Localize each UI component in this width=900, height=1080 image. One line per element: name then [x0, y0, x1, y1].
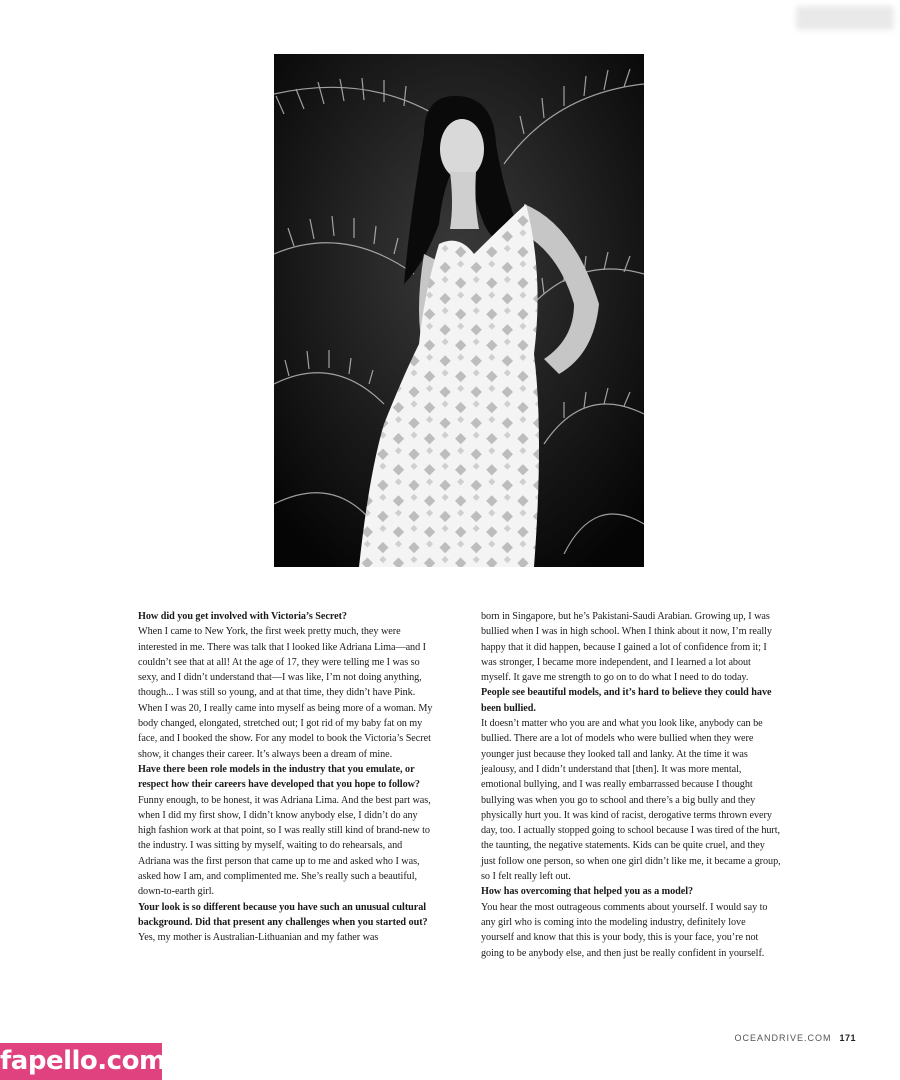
interview-answer: born in Singapore, but he’s Pakistani-Saudi Arabian. Growing up, I was bullied when I was in high school. When I think about it now, I’m really happy that it did happen, because I gained a lot of confidence from it; I was stronger, I became more independent, and I learned a lot about myself. It gave me strength to go on to do what I need to do today.: [481, 611, 772, 684]
article-right-column: [481, 609, 781, 961]
interview-answer: When I came to New York, the first week pretty much, they were interested in me. There was talk that I looked like Adriana Lima—and I couldn’t see that at all! At the age of 17, they were telling me I was so sexy, and I didn’t understand that—I was like, I’m not doing anything, though... I was still so young, and at that time, they didn’t have Pink. When I was 20, I really came into myself as being more of a woman. My body changed, elongated, stretched out; I got rid of my baby fat on my face, and I booked the show. For any model to book the Victoria’s Secret show, it changes their career. It’s always been a dream of mine.: [138, 626, 433, 760]
interview-answer: It doesn’t matter who you are and what you look like, anybody can be bullied. There are a lot of models who were bullied when they were younger just because they looked tall and lanky. At the time it was jealousy, and I didn’t understand that [then]. It was more mental, emotional bullying, and I was really embarrassed because I thought bullying was when you go to school and there’s a big bully and they physically hurt you. It was kind of racist, derogative terms thrown every day, too. I actually stopped going to school because I was tired of the hurt, the taunting, the negative statements. Kids can be quite cruel, and they just follow one person, so when one girl didn’t like me, it became a group, so I felt really left out.: [481, 718, 781, 883]
fashion-photo-icon: [274, 54, 644, 567]
article-left-column: [138, 609, 434, 946]
interview-answer: Funny enough, to be honest, it was Adriana Lima. And the best part was, when I did my first show, I didn’t know anybody else, I didn’t do any high fashion work at that point, so I was really still kind of brand-new to the industry. I was sitting by myself, waiting to do rehearsals, and Adriana was the first person that came up to me and asked who I was, asked how I am, and complimented me. She’s really such a beautiful, down-to-earth girl.: [138, 794, 431, 898]
interview-question: Have there been role models in the industry that you emulate, or respect how their careers have developed that you hope to follow?: [138, 763, 420, 791]
page-folio: [734, 1033, 856, 1043]
interview-question: How has overcoming that helped you as a model?: [481, 886, 694, 898]
watermark-badge: fapello.com: [0, 1043, 162, 1080]
interview-answer: Yes, my mother is Australian-Lithuanian and my father was: [138, 932, 379, 944]
page-number: 171: [839, 1033, 856, 1043]
interview-question: People see beautiful models, and it’s hard to believe they could have been bullied.: [481, 687, 772, 714]
interview-question: Your look is so different because you have such an unusual cultural background. Did that present any challenges when you started out?: [138, 901, 428, 928]
blurred-top-label: [796, 6, 894, 30]
fashion-photo: [274, 54, 644, 567]
interview-answer: You hear the most outrageous comments about yourself. I would say to any girl who is coming into the modeling industry, definitely love yourself and know that this is your body, this is your face, you’re not going to be anybody else, and then just be really confident in yourself.: [481, 901, 768, 959]
publication-site: OCEANDRIVE.COM: [734, 1033, 832, 1043]
interview-question: How did you get involved with Victoria’s Secret?: [138, 611, 347, 622]
